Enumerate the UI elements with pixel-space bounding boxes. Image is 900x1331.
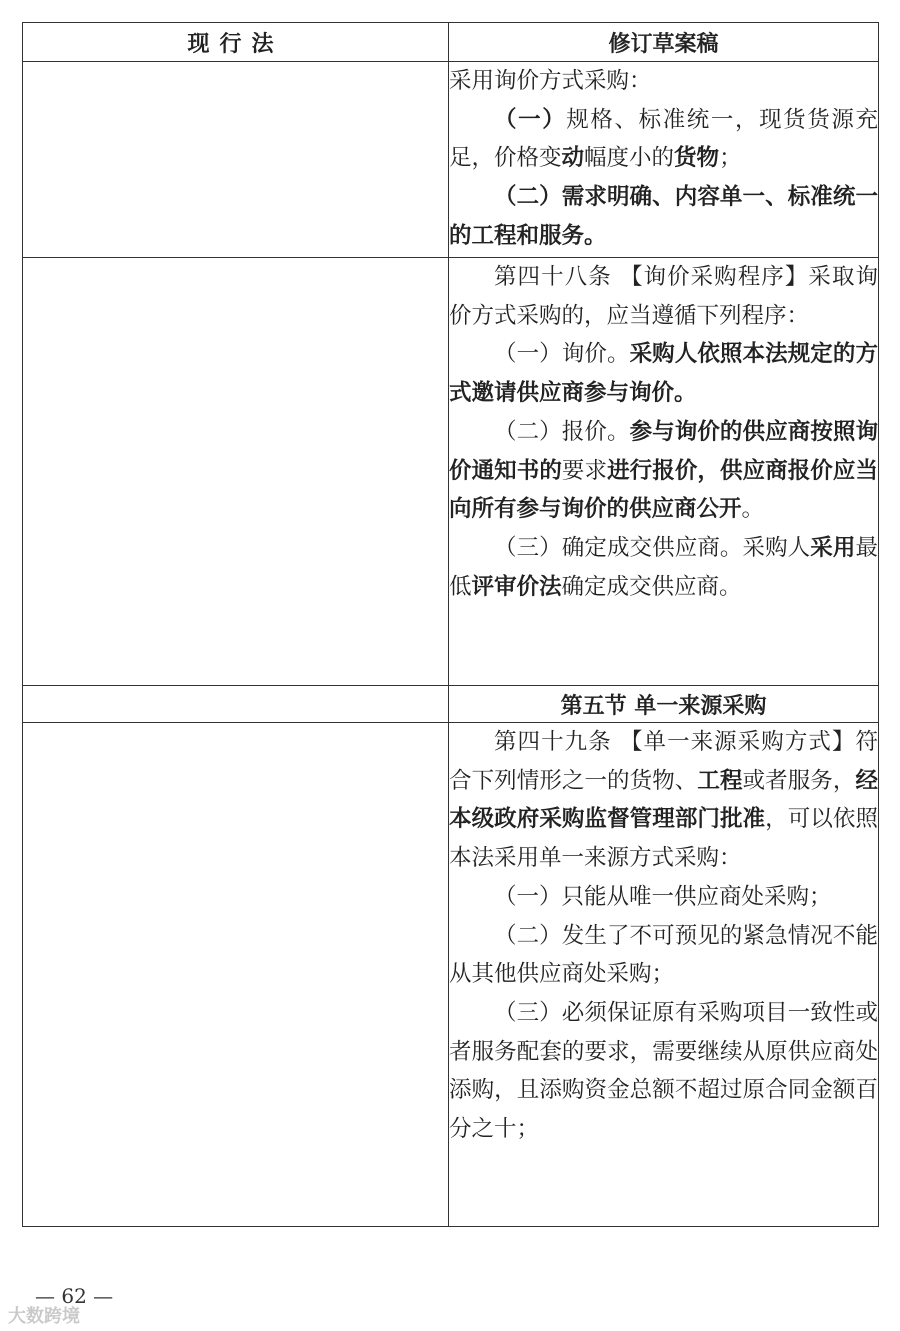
text: 。 xyxy=(741,496,765,523)
header-row xyxy=(23,23,879,62)
comparison-table xyxy=(22,22,879,1227)
text: （一）询价。 xyxy=(494,341,630,368)
text: 规格、标准统一，现货货源充足，价格变 xyxy=(449,106,878,172)
section-title: 第五节 单一来源采购 xyxy=(449,686,879,723)
text: （二）报价。 xyxy=(494,418,630,445)
text: 幅度小的 xyxy=(584,145,675,172)
bold-text: 动 xyxy=(561,145,585,172)
text: ； xyxy=(719,145,742,172)
draft-cell xyxy=(449,258,879,686)
text: 最低 xyxy=(449,534,878,600)
watermark-logo: 大数跨境 xyxy=(8,1306,80,1327)
paragraph: （二）发生了不可预见的紧急情况不能从其他供应商处采购； xyxy=(449,922,878,988)
paragraph xyxy=(449,413,878,529)
current-law-cell xyxy=(23,686,449,723)
bold-text: 采购人依照本法规定的方式邀请供应商参与询价。 xyxy=(449,341,878,407)
header-revised-draft: 修订草案稿 xyxy=(449,23,879,62)
current-law-cell xyxy=(23,62,449,258)
bold-text: 经本级政府采购监督管理部门批准 xyxy=(449,767,878,833)
paragraph: 采用询价方式采购： xyxy=(449,68,652,94)
table-row xyxy=(23,62,879,258)
article-48: 第四十八条 【询价采购程序】采取询价方式采购的，应当遵循下列程序： xyxy=(449,264,878,329)
bold-text: 货物 xyxy=(674,145,720,172)
text: 或者服务， xyxy=(742,767,856,794)
text: 要求 xyxy=(561,457,608,484)
article-49 xyxy=(449,723,878,878)
bold-text: （一） xyxy=(494,106,567,133)
paragraph: （一）只能从唯一供应商处采购； xyxy=(494,883,832,910)
paragraph xyxy=(449,529,878,606)
paragraph xyxy=(449,335,878,412)
text: 确定成交供应商。 xyxy=(561,573,742,600)
text: ，可以依照本法采用单一来源方式采购： xyxy=(449,806,878,872)
paragraph: （三）必须保证原有采购项目一致性或者服务配套的要求，需要继续从原供应商处添购，且添购资金总额不超过原合同金额百分之十； xyxy=(449,999,878,1143)
text: 第四十九条 【单一来源采购方式】符合下列情形之一的货物、 xyxy=(449,729,878,794)
draft-cell xyxy=(449,723,879,1227)
bold-text: 参与询价的供应商按照询价通知书的 xyxy=(449,418,878,484)
draft-cell xyxy=(449,62,879,258)
table-row xyxy=(23,258,879,686)
section-row xyxy=(23,686,879,723)
header-current-law: 现行法 xyxy=(23,23,449,62)
table-row xyxy=(23,723,879,1227)
text: （三）确定成交供应商。采购人 xyxy=(494,534,811,561)
bold-text: 进行报价，供应商报价应当向所有参与询价的供应商公开 xyxy=(449,457,878,523)
page-number: — 62 — xyxy=(35,1284,114,1308)
bold-text: 评审价法 xyxy=(471,573,562,600)
current-law-cell xyxy=(23,723,449,1227)
current-law-cell xyxy=(23,258,449,686)
bold-text: 工程 xyxy=(697,767,743,794)
bold-text: 采用 xyxy=(810,534,856,561)
paragraph xyxy=(449,101,878,178)
paragraph: （二）需求明确、内容单一、标准统一的工程和服务。 xyxy=(449,184,878,249)
